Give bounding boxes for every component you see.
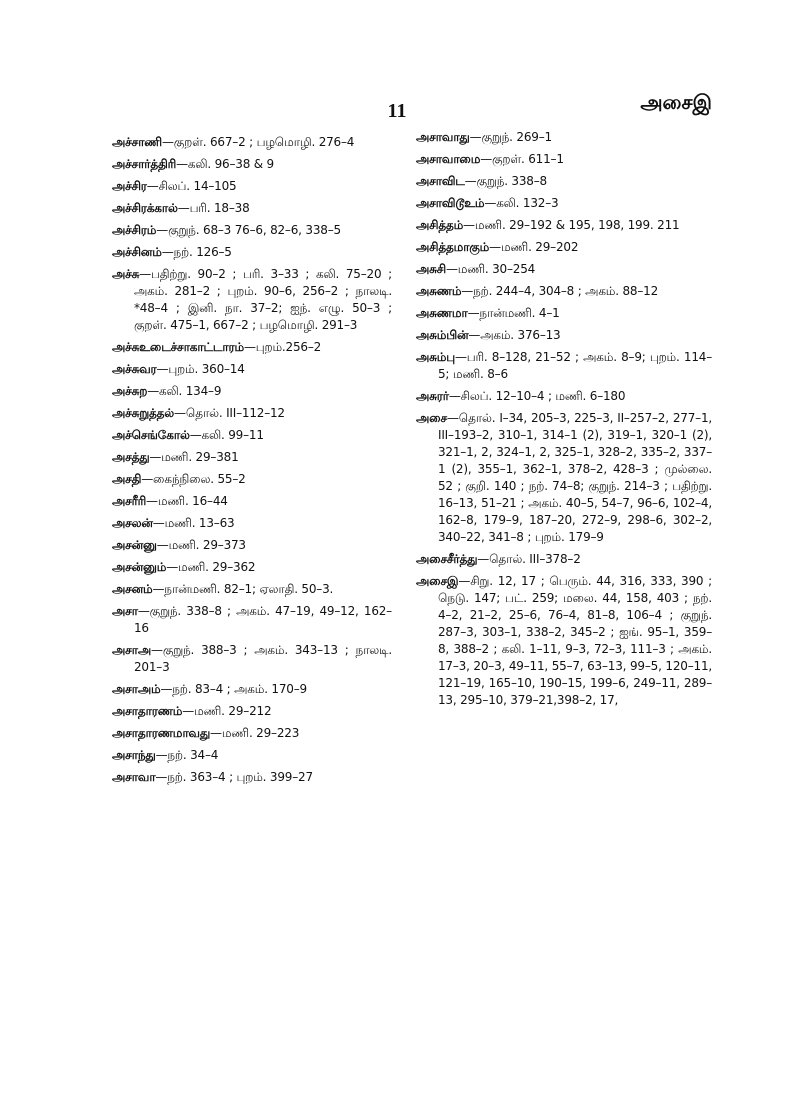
- entry-references: நான்மணி. 4–1: [479, 306, 560, 320]
- index-entry: [112, 681, 392, 698]
- index-entry: [416, 195, 712, 212]
- entry-headword: அச்சாணி: [112, 135, 162, 149]
- running-head: அசைஇ: [640, 90, 712, 114]
- entry-dash: —: [174, 406, 186, 420]
- entry-dash: —: [156, 223, 169, 237]
- entry-dash: —: [477, 552, 490, 566]
- index-entry: [112, 603, 392, 637]
- index-entry: [416, 327, 712, 344]
- entry-headword: அசுசி: [416, 262, 446, 276]
- entry-references: பதிற்று. 90–2 ; பரி. 3–33 ; கலி. 75–20 ; அகம். 281–2 ; புறம். 90–6, 256–2 ; நாலடி. *48–4 ; இனி. நா. 37–2; ஐந். எழு. 50–3 ; குறள். 475–1, 667–2 ; பழமொழி. 291–3: [134, 267, 392, 332]
- entry-dash: —: [480, 152, 493, 166]
- index-entry: [416, 217, 712, 234]
- index-entry: [112, 427, 392, 444]
- entry-dash: —: [468, 328, 481, 342]
- entry-dash: —: [149, 450, 162, 464]
- entry-headword: அச்சுறுத்தல்: [112, 406, 175, 420]
- entry-headword: அச்சார்த்திரி: [112, 157, 177, 171]
- entry-references: சிலப். 14–105: [158, 179, 237, 193]
- entry-references: கலி. 96–38 & 9: [187, 157, 274, 171]
- entry-dash: —: [446, 411, 459, 425]
- index-entry: [112, 581, 392, 598]
- index-entry: [112, 537, 392, 554]
- entry-headword: அசித்தமாகும்: [416, 240, 490, 254]
- entry-dash: —: [152, 582, 165, 596]
- entry-dash: —: [489, 240, 501, 254]
- entry-headword: அச்சுற: [112, 384, 148, 398]
- entry-headword: அசும்பு: [416, 350, 455, 364]
- entry-headword: அச்சிரக்கால்: [112, 201, 178, 215]
- entry-references: நான்மணி. 82–1; ஏலாதி. 50–3.: [164, 582, 334, 596]
- entry-headword: அசாவிட: [416, 174, 465, 188]
- entry-dash: —: [166, 560, 179, 574]
- entry-headword: அசாவா: [112, 770, 156, 784]
- entry-headword: அசாந்து: [112, 748, 156, 762]
- entry-dash: —: [467, 306, 480, 320]
- entry-references: மணி. 29–362: [178, 560, 256, 574]
- entry-headword: அசன்னு: [112, 538, 157, 552]
- entry-references: மணி. 29–212: [194, 704, 272, 718]
- entry-references: மணி. 29–202: [500, 240, 579, 254]
- entry-dash: —: [189, 428, 202, 442]
- entry-dash: —: [182, 704, 195, 718]
- index-entry: [112, 266, 392, 334]
- index-entry: [416, 239, 712, 256]
- entry-headword: அச்சினம்: [112, 245, 162, 259]
- entry-references: கலி. 99–11: [201, 428, 264, 442]
- entry-headword: அச்சுவர: [112, 362, 157, 376]
- entry-headword: அசை: [416, 411, 447, 425]
- entry-references: தொல். I–34, 205–3, 225–3, II–257–2, 277–1, III–193–2, 310–1, 314–1 (2), 319–1, 320–1 (2), 321–1, 2, 324–1, 2, 325–1, 328–2, 335–2, 337–1 (2), 355–1, 362–1, 378–2, 428–3 ; முல்லை. 52 ; குறி. 140 ; நற். 74–8; குறுந். 214–3 ; பதிற்று. 16–13, 51–21 ; அகம். 40–5, 54–7, 96–6, 102–4, 162–8, 179–9, 187–20, 272–9, 298–6, 302–2, 340–22, 341–8 ; புறம். 179–9: [438, 411, 712, 544]
- entry-dash: —: [161, 135, 174, 149]
- entry-references: மணி. 16–44: [157, 494, 228, 508]
- index-entry: [112, 769, 392, 786]
- entry-headword: அசாவாமை: [416, 152, 481, 166]
- index-entry: [416, 551, 712, 568]
- index-entry: [112, 493, 392, 510]
- entry-dash: —: [464, 174, 477, 188]
- index-entry: [416, 283, 712, 300]
- entry-references: குறுந். 68–3 76–6, 82–6, 338–5: [168, 223, 341, 237]
- entry-dash: —: [155, 748, 168, 762]
- entry-dash: —: [454, 350, 467, 364]
- entry-references: நற். 83–4 ; அகம். 170–9: [172, 682, 307, 696]
- index-entry: [112, 747, 392, 764]
- entry-dash: —: [484, 196, 497, 210]
- entry-dash: —: [152, 516, 165, 530]
- index-entry: [112, 559, 392, 576]
- entry-headword: அசும்பின்: [416, 328, 469, 342]
- entry-references: தொல். III–378–2: [489, 552, 581, 566]
- entry-dash: —: [156, 362, 169, 376]
- entry-headword: அசுணமா: [416, 306, 468, 320]
- entry-dash: —: [155, 770, 168, 784]
- entry-dash: —: [160, 682, 173, 696]
- index-entry: [112, 471, 392, 488]
- index-entry: [112, 703, 392, 720]
- entry-headword: அசலன்: [112, 516, 153, 530]
- entry-references: புறம்.256–2: [255, 340, 322, 354]
- entry-dash: —: [463, 218, 475, 232]
- index-entry: [112, 222, 392, 239]
- entry-headword: அசா: [112, 604, 138, 618]
- entry-references: புறம். 360–14: [168, 362, 245, 376]
- index-entry: [416, 305, 712, 322]
- entry-references: நற். 363–4 ; புறம். 399–27: [167, 770, 313, 784]
- entry-references: குறள். 611–1: [492, 152, 564, 166]
- entry-dash: —: [161, 245, 174, 259]
- entry-dash: —: [146, 179, 159, 193]
- entry-headword: அசாஅம்: [112, 682, 161, 696]
- entry-references: மணி. 29–373: [168, 538, 246, 552]
- entry-headword: அசத்து: [112, 450, 150, 464]
- entry-references: கைந்நிலை. 55–2: [153, 472, 246, 486]
- index-entry: [112, 156, 392, 173]
- index-entry: [112, 339, 392, 356]
- entry-headword: அச்சிரம்: [112, 223, 157, 237]
- entry-references: மணி. 29–192 & 195, 198, 199. 211: [474, 218, 680, 232]
- left-column: [112, 134, 392, 791]
- index-entry: [416, 410, 712, 546]
- entry-dash: —: [448, 389, 461, 403]
- entry-references: குறுந். 338–8 ; அகம். 47–19, 49–12, 162–16: [134, 604, 392, 635]
- entry-dash: —: [156, 538, 169, 552]
- entry-headword: அசைசீர்த்து: [416, 552, 478, 566]
- entry-references: பரி. 18–38: [189, 201, 250, 215]
- entry-dash: —: [151, 643, 163, 657]
- entry-headword: அசன்னும்: [112, 560, 167, 574]
- entry-dash: —: [210, 726, 222, 740]
- index-entry: [112, 449, 392, 466]
- entry-references: குறள். 667–2 ; பழமொழி. 276–4: [173, 135, 355, 149]
- entry-headword: அசித்தம்: [416, 218, 464, 232]
- index-entry: [416, 573, 712, 709]
- index-entry: [416, 151, 712, 168]
- entry-headword: அச்சிர: [112, 179, 147, 193]
- index-entry: [112, 383, 392, 400]
- entry-references: குறுந். 269–1: [481, 130, 552, 144]
- index-entry: [112, 405, 392, 422]
- entry-dash: —: [139, 267, 152, 281]
- entry-references: நற். 34–4: [167, 748, 219, 762]
- entry-references: மணி. 29–223: [221, 726, 300, 740]
- entry-references: அகம். 376–13: [480, 328, 561, 342]
- entry-headword: அச்சு: [112, 267, 140, 281]
- entry-dash: —: [137, 604, 150, 618]
- index-entry: [112, 178, 392, 195]
- index-entry: [112, 134, 392, 151]
- entry-dash: —: [469, 130, 482, 144]
- index-entry: [416, 388, 712, 405]
- entry-references: நற். 126–5: [173, 245, 232, 259]
- entry-headword: அச்செங்கோல்: [112, 428, 190, 442]
- index-entry: [112, 725, 392, 742]
- entry-references: கலி. 134–9: [159, 384, 222, 398]
- entry-references: கலி. 132–3: [496, 196, 559, 210]
- entry-headword: அசாவிடூஉம்: [416, 196, 485, 210]
- index-entry: [112, 200, 392, 217]
- entry-headword: அசாவாது: [416, 130, 470, 144]
- index-entry: [112, 244, 392, 261]
- index-entry: [416, 261, 712, 278]
- entry-headword: அசனம்: [112, 582, 153, 596]
- index-entry: [416, 173, 712, 190]
- entry-headword: அசுணம்: [416, 284, 462, 298]
- entry-dash: —: [147, 384, 159, 398]
- entry-references: சிலப். 12–10–4 ; மணி. 6–180: [460, 389, 626, 403]
- entry-dash: —: [243, 340, 256, 354]
- entry-headword: அசாதாரணமாவது: [112, 726, 211, 740]
- entry-references: மணி. 29–381: [161, 450, 239, 464]
- page-number: 11: [387, 100, 407, 122]
- entry-references: பரி. 8–128, 21–52 ; அகம். 8–9; புறம். 114–5; மணி. 8–6: [438, 350, 712, 381]
- index-entry: [112, 642, 392, 676]
- entry-dash: —: [146, 494, 158, 508]
- entry-dash: —: [461, 284, 474, 298]
- index-entry: [112, 361, 392, 378]
- entry-references: குறுந். 338–8: [476, 174, 547, 188]
- entry-references: நற். 244–4, 304–8 ; அகம். 88–12: [473, 284, 659, 298]
- entry-dash: —: [176, 157, 188, 171]
- entry-headword: அச்சுஉடைச்சாகாட்டாரம்: [112, 340, 244, 354]
- entry-headword: அசாஅ: [112, 643, 151, 657]
- entry-references: குறுந். 388–3 ; அகம். 343–13 ; நாலடி. 201–3: [134, 643, 392, 674]
- entry-dash: —: [141, 472, 154, 486]
- index-entry: [416, 129, 712, 146]
- entry-references: சிறு. 12, 17 ; பெரும். 44, 316, 333, 390 ; நெடு. 147; பட். 259; மலை. 44, 158, 403 ; நற். 4–2, 21–2, 25–6, 76–4, 81–8, 106–4 ; குறுந். 287–3, 303–1, 338–2, 345–2 ; ஐங். 95–1, 359–8, 388–2 ; கலி. 1–11, 9–3, 72–3, 111–3 ; அகம். 17–3, 20–3, 49–11, 55–7, 63–13, 99–5, 120–11, 121–19, 165–10, 190–15, 199–6, 249–11, 289–13, 295–10, 379–21,398–2, 17,: [438, 574, 712, 707]
- entry-references: மணி. 13–63: [164, 516, 235, 530]
- entry-headword: அசரீரி: [112, 494, 147, 508]
- entry-references: தொல். III–112–12: [185, 406, 285, 420]
- entry-references: மணி. 30–254: [457, 262, 536, 276]
- index-entry: [416, 349, 712, 383]
- entry-dash: —: [445, 262, 458, 276]
- entry-headword: அசதி: [112, 472, 142, 486]
- index-entry: [112, 515, 392, 532]
- entry-dash: —: [177, 201, 190, 215]
- entry-headword: அசாதாரணம்: [112, 704, 183, 718]
- entry-headword: அசுரர்: [416, 389, 449, 403]
- right-column: [416, 129, 712, 714]
- entry-headword: அசைஇ: [416, 574, 459, 588]
- entry-dash: —: [458, 574, 471, 588]
